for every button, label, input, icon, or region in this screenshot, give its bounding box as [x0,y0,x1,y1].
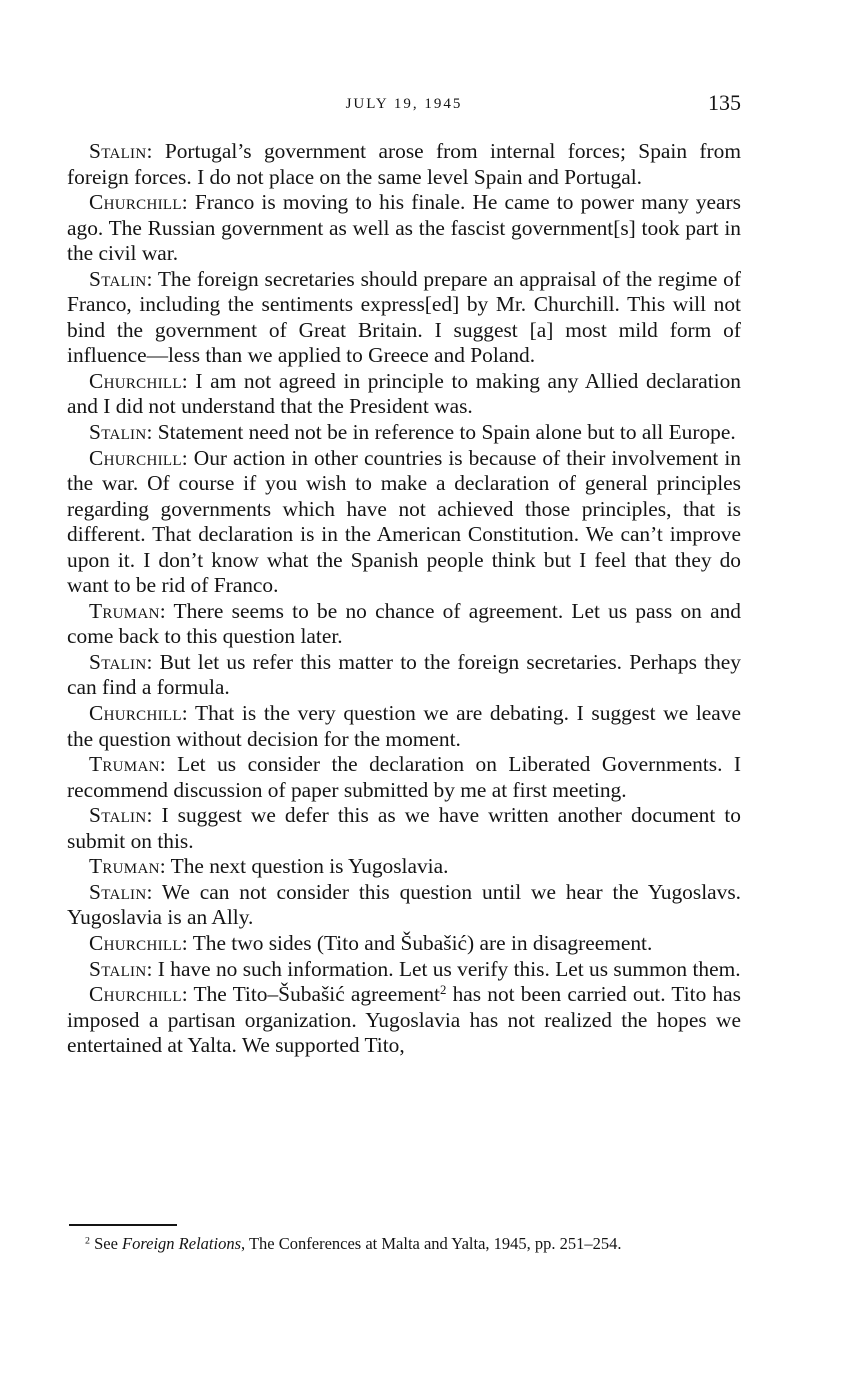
paragraph [67,982,741,1059]
paragraph [67,931,741,957]
paragraph-text: : Franco is moving to his finale. He came to power many years ago. The Russian government as well as the fascist government[s] took part in the civil war. [67,190,741,266]
speaker-name: Churchill [89,190,182,215]
footnote-title: Foreign Relations [122,1234,242,1253]
paragraph-text: : The foreign secretaries should prepare an appraisal of the regime of Franco, including the sentiments express[ed] by Mr. Churchill. This will not bind the government of Great Britain. I suggest [a] most mild form of influence—less than we applied to Greece and Poland. [67,266,741,368]
speaker-name: Stalin [89,266,147,291]
paragraph-text-continued: has not been carried out. Tito has imposed a partisan organization. Yugoslavia has not realized the hopes we entertained at Yalta. We supported Tito, [67,982,741,1058]
paragraph [67,650,741,701]
paragraph-text: : I am not agreed in principle to making any Allied declaration and I did not understand that the President was. [67,368,741,419]
speaker-name: Churchill [89,445,182,470]
footnote-rule [69,1224,177,1226]
paragraph [67,803,741,854]
running-head: JULY 19, 1945 [345,96,463,112]
speaker-name: Stalin [89,139,147,163]
paragraph [67,701,741,752]
page-number: 135 [708,90,741,115]
paragraph-text: : Let us consider the declaration on Liberated Governments. I recommend discussion of paper submitted by me at first meeting. [67,752,741,802]
speaker-name: Truman [89,854,160,879]
paragraph-text: : But let us refer this matter to the foreign secretaries. Perhaps they can find a formula. [67,649,741,700]
speaker-name: Truman [89,598,160,623]
paragraph-text: : Our action in other countries is because of their involvement in the war. Of course if you wish to make a declaration of general principles regarding governments which have not achieved those principles, that is different. That declaration is in the American Constitution. We can’t improve upon it. I don’t know what the Spanish people think but I feel that they do want to be rid of Franco. [67,445,741,598]
footnote-text: , The Conferences at Malta and Yalta, 1945, pp. 251–254. [241,1234,622,1253]
footnote-marker: 2 [85,1235,90,1247]
paragraph-text: : The next question is Yugoslavia. [159,854,449,879]
paragraph [67,446,741,599]
footnote-prefix: See [89,1234,123,1253]
paragraph [67,190,741,267]
speaker-name: Stalin [89,420,147,445]
paragraph [67,854,741,880]
paragraph-text: : I have no such information. Let us verify this. Let us summon them. [146,956,741,981]
speaker-name: Churchill [89,701,182,726]
speaker-name: Churchill [89,368,182,393]
document-page [67,0,741,1380]
speaker-name: Churchill [89,982,182,1007]
paragraph-text: : The two sides (Tito and Šubašić) are in disagreement. [181,930,653,955]
paragraph-text: : We can not consider this question until we hear the Yugoslavs. Yugoslavia is an Ally. [67,879,741,930]
paragraph-text: : The Tito–Šubašić agreement [181,982,440,1007]
speaker-name: Stalin [89,649,147,674]
paragraph [67,267,741,369]
page-header [67,90,741,122]
footnote [67,1234,741,1254]
paragraph [67,880,741,931]
paragraph [67,139,741,190]
paragraph [67,957,741,983]
paragraph [67,599,741,650]
speaker-name: Stalin [89,956,147,981]
paragraph-text: : I suggest we defer this as we have written another document to submit on this. [67,803,741,853]
paragraph-text: : That is the very question we are debating. I suggest we leave the question without decision for the moment. [67,701,741,751]
speaker-name: Truman [89,752,160,777]
paragraph [67,752,741,803]
speaker-name: Churchill [89,930,182,955]
paragraph-text: : Statement need not be in reference to Spain alone but to all Europe. [146,420,736,445]
speaker-name: Stalin [89,803,147,828]
footnote-reference: 2 [439,983,447,997]
paragraph-text: : Portugal’s government arose from internal forces; Spain from foreign forces. I do not place on the same level Spain and Portugal. [67,139,741,189]
speaker-name: Stalin [89,879,147,904]
paragraph-text: : There seems to be no chance of agreement. Let us pass on and come back to this question later. [67,598,741,649]
body-text [67,139,741,1059]
paragraph [67,420,741,446]
paragraph [67,369,741,420]
